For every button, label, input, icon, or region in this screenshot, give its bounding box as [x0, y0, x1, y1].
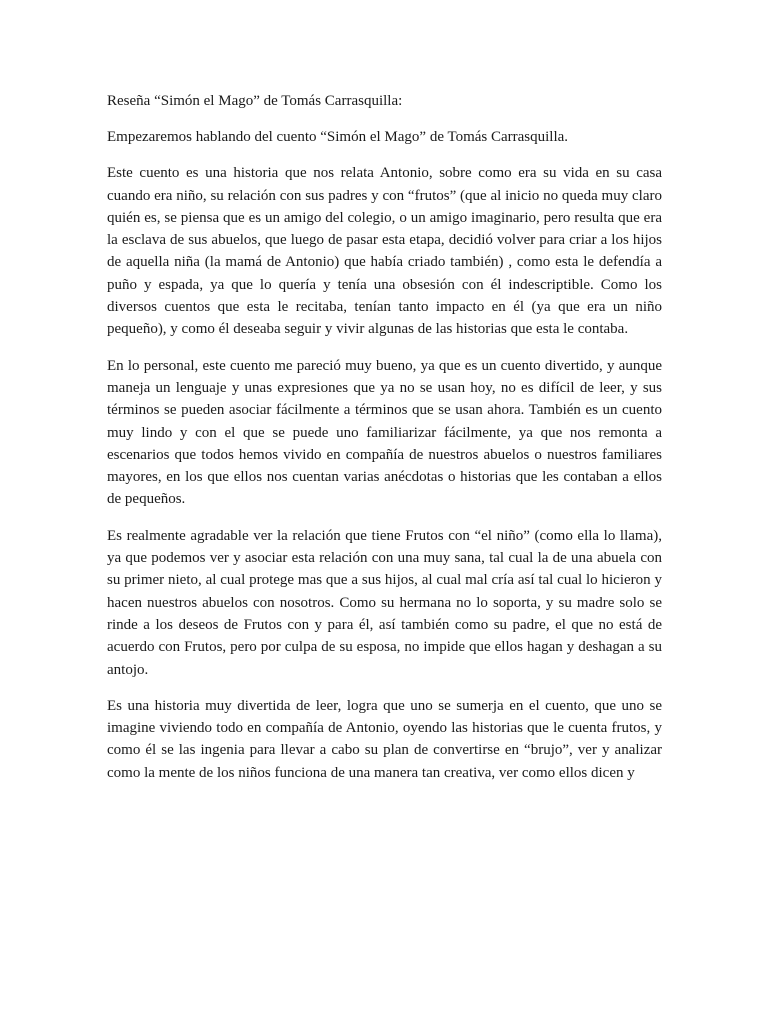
paragraph-summary: Este cuento es una historia que nos relata Antonio, sobre como era su vida en su casa cuando era niño, su relación con sus padres y con “frutos” (que al inicio no queda muy claro quién es, se piensa que es un amigo del colegio, o un amigo imaginario, pero resulta que era la esclava de sus abuelos, que luego de pasar esta etapa, decidió volver para criar a los hijos de aquella niña (la mamá de Antonio) que había criado también) , como esta le defendía a puño y espada, ya que lo quería y tenía una obsesión con él indescriptible. Como los diversos cuentos que esta le recitaba, tenían tanto impacto en él (ya que era un niño pequeño), y como él deseaba seguir y vivir algunas de las historias que esta le contaba. [107, 165, 662, 338]
paragraph-relationship: Es realmente agradable ver la relación que tiene Frutos con “el niño” (como ella lo llama), ya que podemos ver y asociar esta relación con una muy sana, tal cual la de una abuela con su primer nieto, al cual protege mas que a sus hijos, al cual mal cría así tal cual lo hicieron y hacen nuestros abuelos con nosotros. Como su hermana no lo soporta, y su madre solo se rinde a los deseos de Frutos con y para él, así también como su padre, el que no está de acuerdo con Frutos, pero por culpa de su esposa, no impide que ellos hagan y deshagan a su antojo. [107, 527, 662, 678]
paragraph-conclusion: Es una historia muy divertida de leer, logra que uno se sumerja en el cuento, que uno se imagine viviendo todo en compañía de Antonio, oyendo las historias que le cuenta frutos, y como él se las ingenia para llevar a cabo su plan de convertirse en “brujo”, ver y analizar como la mente de los niños funciona de una manera tan creativa, ver como ellos dicen y [107, 697, 662, 781]
document-title: Reseña “Simón el Mago” de Tomás Carrasquilla: [107, 93, 403, 109]
paragraph-intro: Empezaremos hablando del cuento “Simón el Mago” de Tomás Carrasquilla. [107, 129, 569, 145]
document-body [107, 90, 662, 798]
paragraph-opinion: En lo personal, este cuento me pareció muy bueno, ya que es un cuento divertido, y aunque maneja un lenguaje y unas expresiones que ya no se usan hoy, no es difícil de leer, y sus términos se pueden asociar fácilmente a términos que se usan ahora. También es un cuento muy lindo y con el que se puede uno familiarizar fácilmente, ya que nos remonta a escenarios que todos hemos vivido en compañía de nuestros abuelos o nuestros familiares mayores, en los que ellos nos cuentan varias anécdotas o historias que les contaban a ellos de pequeños. [107, 357, 662, 508]
